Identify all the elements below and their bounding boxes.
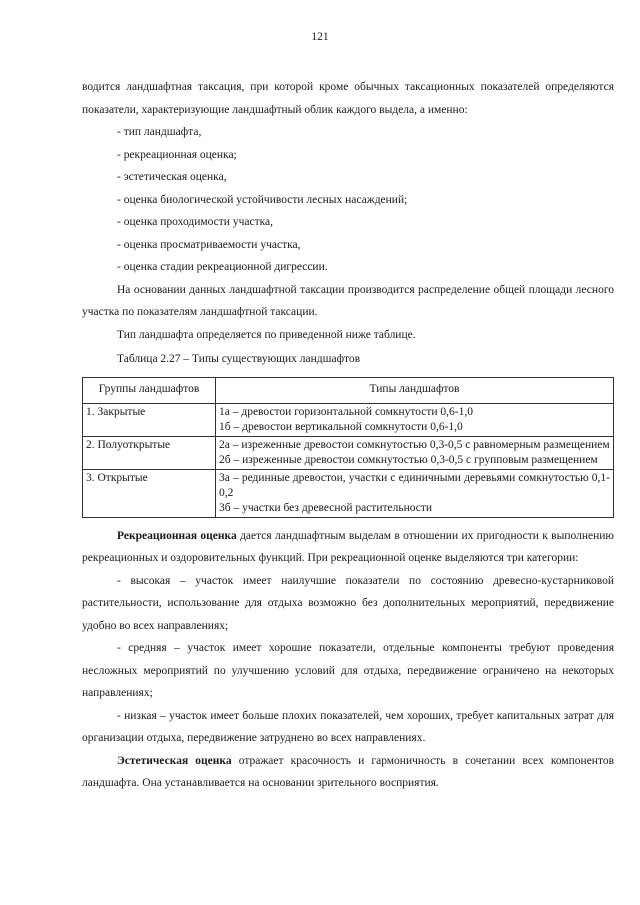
list-item: - тип ландшафта, <box>117 126 202 138</box>
page-body <box>82 76 614 795</box>
types-cell <box>216 469 614 517</box>
category-low: - низкая – участок имеет больше плохих показателей, чем хороших, требует капитальных затрат для организации отдыха, передвижение затруднено во всех направлениях. <box>82 709 614 744</box>
group-cell: 1. Закрытые <box>83 403 216 436</box>
category-medium: - средняя – участок имеет хорошие показатели, отдельные компоненты требуют проведения несложных мероприятий по улучшению условий для отдыха, передвижение ограничено на некоторых направлениях; <box>82 642 614 699</box>
aesthetic-term: Эстетическая оценка <box>117 754 232 767</box>
type-entry: 3б – участки без древесной растительности <box>219 501 433 514</box>
types-cell <box>216 436 614 469</box>
list-item: - оценка стадии рекреационной дигрессии. <box>117 261 328 273</box>
table-caption: Таблица 2.27 – Типы существующих ландшафтов <box>117 353 361 365</box>
types-cell <box>216 403 614 436</box>
header-types: Типы ландшафтов <box>216 377 614 403</box>
type-entry: 1а – древостои горизонтальной сомкнутости 0,6-1,0 <box>219 405 474 418</box>
aesthetic-text: отражает красочность и гармоничность в сочетании всех компонентов ландшафта. Она устанавливается на основании зрительного восприятия. <box>82 754 615 789</box>
group-cell: 2. Полуоткрытые <box>83 436 216 469</box>
recreational-term: Рекреационная оценка <box>117 529 237 542</box>
table-row <box>83 436 614 469</box>
category-high: - высокая – участок имеет наилучшие показатели по состоянию древесно-кустарниковой растительности, использование для отдыха возможно без дополнительных мероприятий, передвижение удобно во всех направлениях; <box>82 574 614 632</box>
list-item: - оценка проходимости участка, <box>117 216 273 228</box>
table-header-row <box>83 377 614 403</box>
group-cell: 3. Открытые <box>83 469 216 517</box>
type-entry: 2а – изреженные древостои сомкнутостью 0,3-0,5 с равномерным размещением <box>219 438 610 451</box>
list-item: - эстетическая оценка, <box>117 171 227 183</box>
type-entry: 2б – изреженные древостои сомкнутостью 0,3-0,5 с групповым размещением <box>219 453 598 466</box>
type-entry: 3а – рединные древостои, участки с единичными деревьями сомкнутостью 0,1-0,2 <box>219 471 610 499</box>
table-row <box>83 403 614 436</box>
list-item: - рекреационная оценка; <box>117 148 237 161</box>
aesthetic-paragraph <box>82 750 614 795</box>
list-item: - оценка биологической устойчивости лесных насаждений; <box>117 193 408 206</box>
recreational-text: дается ландшафтным выделам в отношении их пригодности к выполнению рекреационных и оздоровительных функций. При рекреационной оценке выделяются три категории: <box>82 529 614 564</box>
distribution-paragraph: На основании данных ландшафтной таксации производится распределение общей площади лесного участка по показателям ландшафтной таксации. <box>82 283 614 318</box>
recreational-paragraph <box>82 525 614 570</box>
list-item: - оценка просматриваемости участка, <box>117 238 301 251</box>
type-definition-paragraph: Тип ландшафта определяется по приведенной ниже таблице. <box>117 328 416 341</box>
type-entry: 1б – древостои вертикальной сомкнутости 0,6-1,0 <box>219 420 463 433</box>
page-number: 121 <box>311 31 329 43</box>
header-groups: Группы ландшафтов <box>83 377 216 403</box>
intro-paragraph: водится ландшафтная таксация, при которой кроме обычных таксационных показателей определяются показатели, характеризующие ландшафтный облик каждого выдела, а именно: <box>82 81 614 116</box>
landscape-types-table <box>82 377 614 518</box>
table-row <box>83 469 614 517</box>
